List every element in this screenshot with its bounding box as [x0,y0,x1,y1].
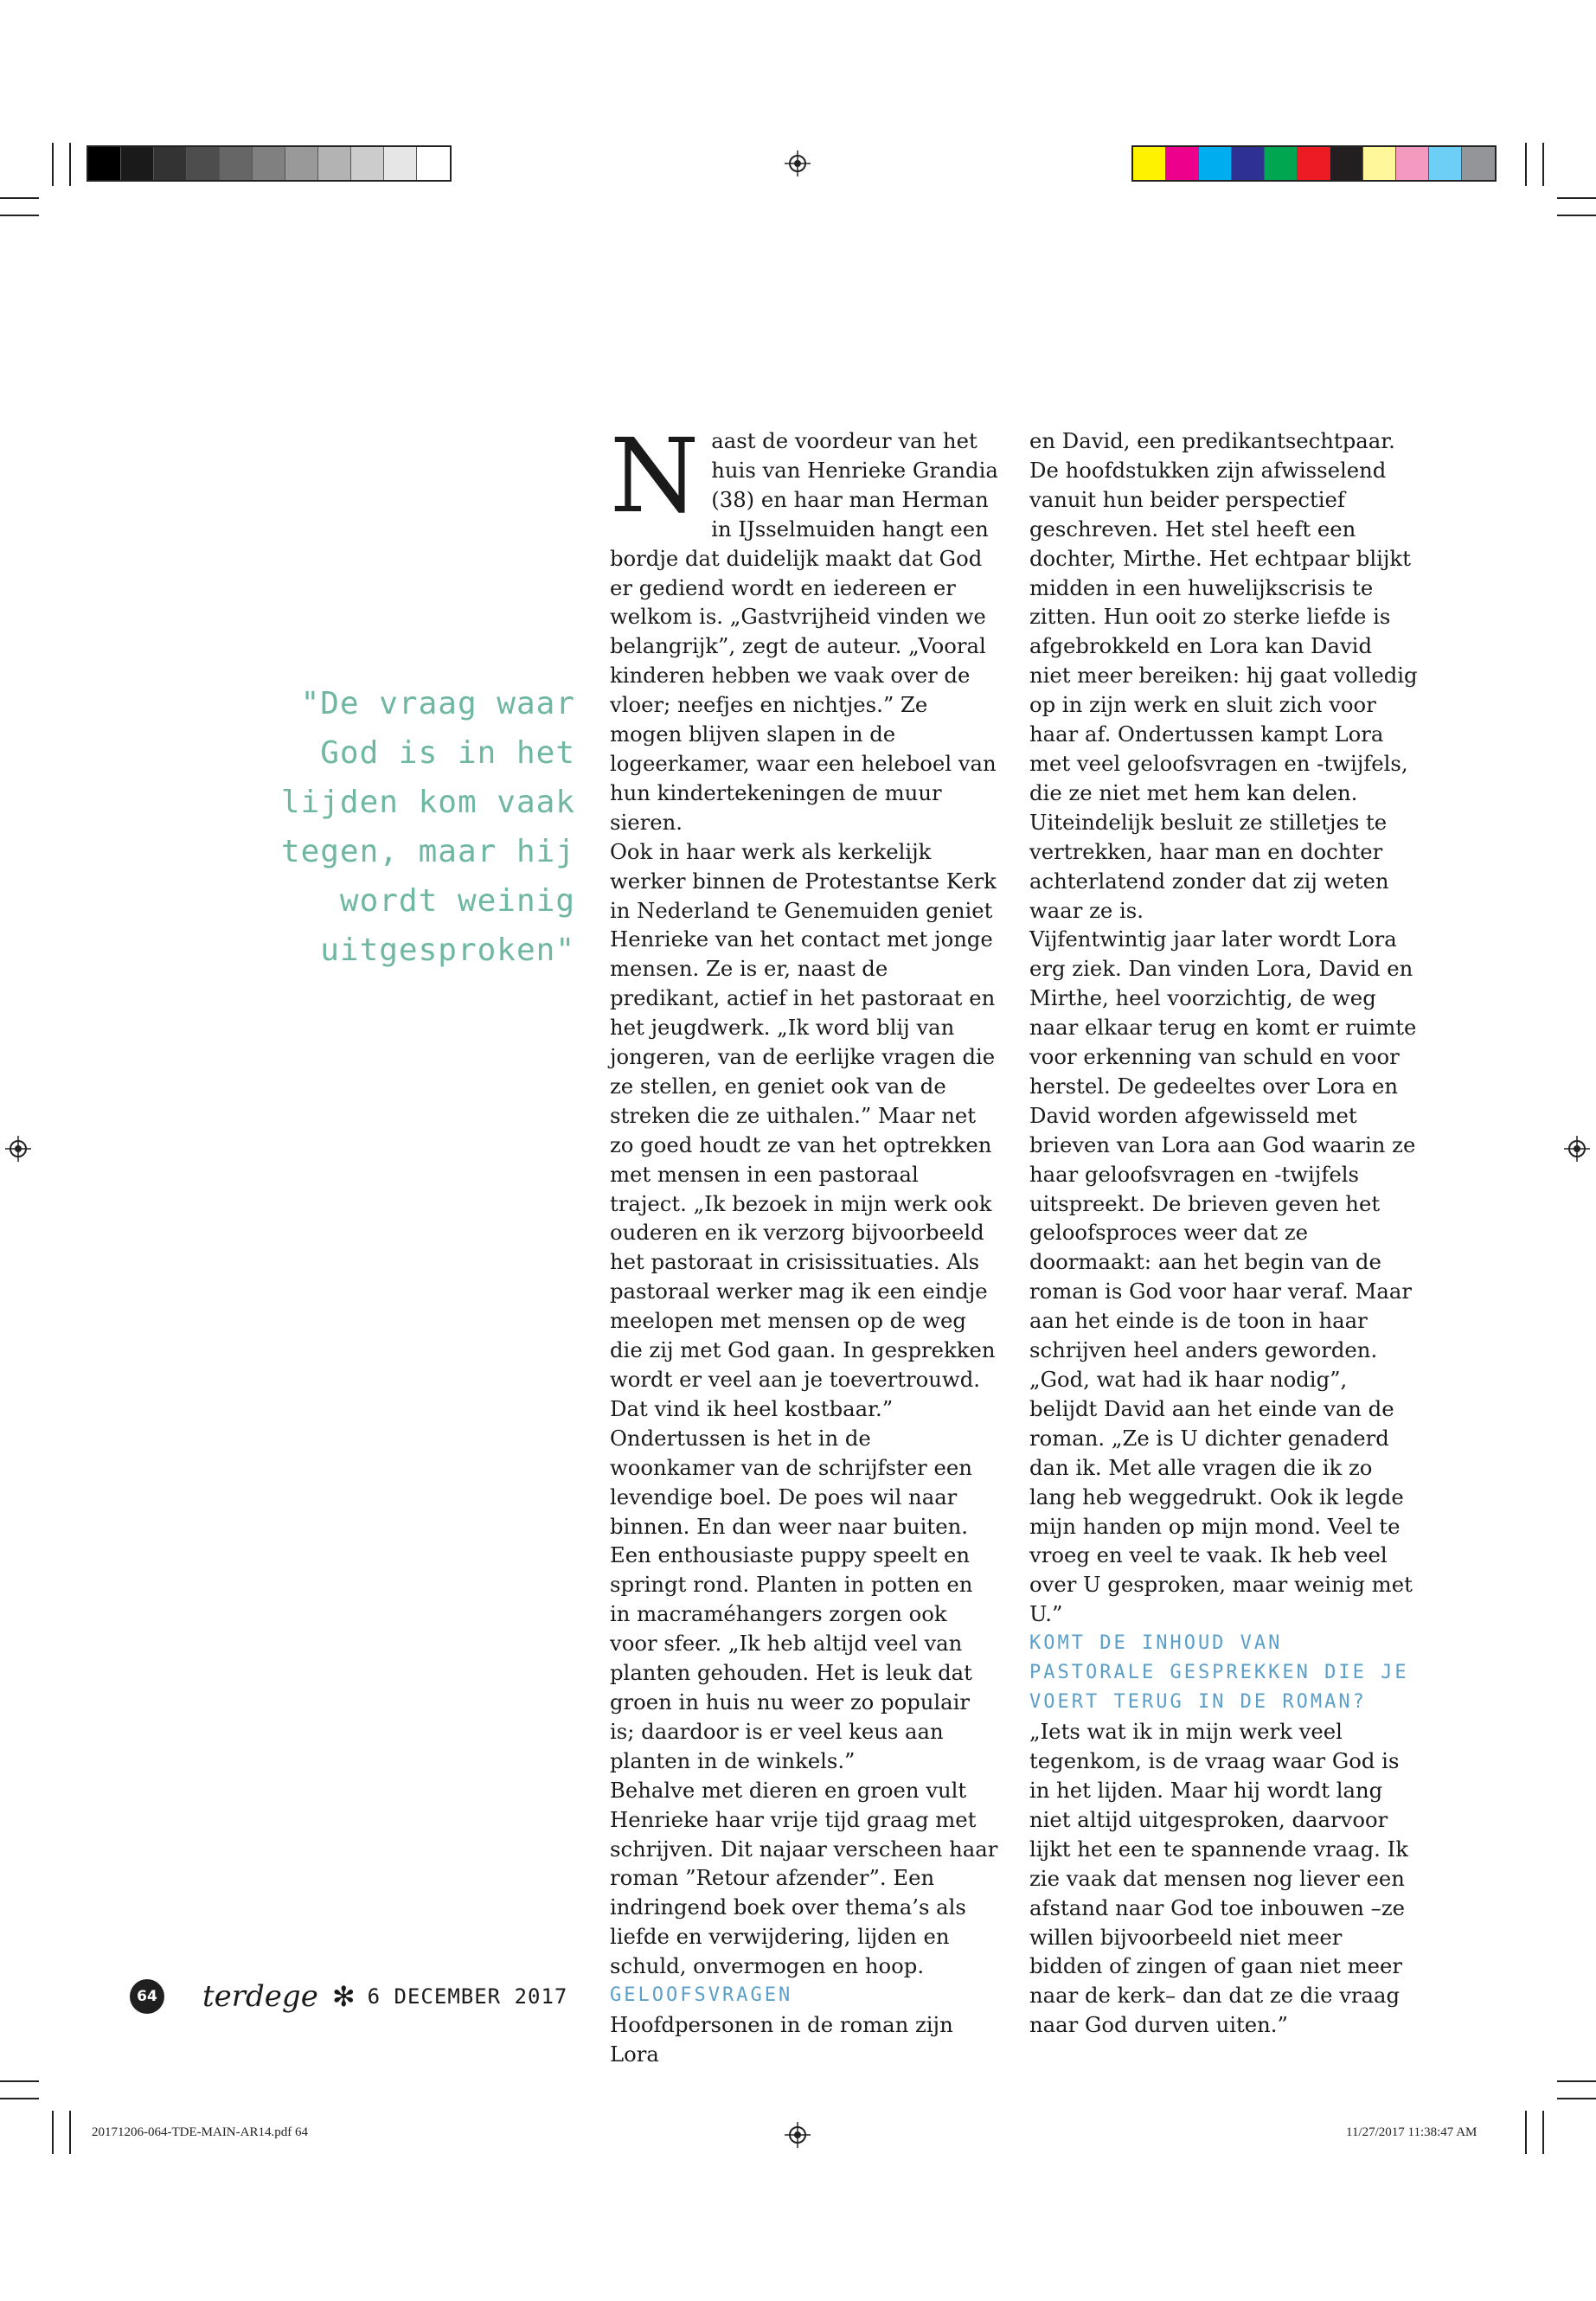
registration-mark-icon [5,1136,31,1162]
color-swatch [1429,147,1462,180]
crop-mark [52,2111,54,2154]
color-swatch [1166,147,1199,180]
color-swatch [1396,147,1429,180]
page-number-badge: 64 [130,1979,164,2014]
crop-mark [1557,2098,1596,2099]
color-swatch [285,147,318,180]
paragraph: Ondertussen is het in de woonkamer van de schrijfster een levendige boel. De poes wil naar binnen. En dan weer naar buiten. Een enthousiaste puppy speelt en springt rond. Planten in potten en in macraméhangers zorgen ook voor sfeer. „Ik heb altijd veel van planten gehouden. Het is leuk dat groen in huis nu weer zo populair is; daardoor is er veel keus aan planten in de winkels.” [610,1425,973,1773]
issue-date: 6 DECEMBER 2017 [367,1984,568,2009]
crop-mark [1557,2080,1596,2082]
article-column-2 [1029,426,1419,2040]
question-heading: KOMT DE INHOUD VAN PASTORALE GESPREKKEN DIE JE VOERT TERUG IN DE ROMAN? [1029,1632,1409,1714]
asterisk-icon: ✻ [331,1980,356,2013]
crop-mark [1525,2111,1527,2154]
grayscale-color-bar [87,145,452,182]
crop-mark [1557,197,1596,199]
slug-filename: 20171206-064-TDE-MAIN-AR14.pdf 64 [92,2125,308,2139]
color-swatch [351,147,384,180]
crop-mark [1542,2111,1544,2154]
process-color-bar [1131,145,1497,182]
color-swatch [1462,147,1495,180]
crop-mark [1557,215,1596,216]
registration-mark-icon [785,151,811,176]
color-swatch [253,147,285,180]
paragraph: „God, wat had ik haar nodig”, belijdt David aan het einde van de roman. „Ze is U dichter genaderd dan ik. Met alle vragen die ik zo lang heb weggedrukt. Ook ik legde mijn handen op mijn mond. Veel te vroeg en veel te vaak. Ik heb veel over U gesproken, maar weinig met U.” [1029,1367,1413,1627]
paragraph: Ook in haar werk als kerkelijk werker binnen de Protestantse Kerk in Nederland te Genemuiden geniet Henrieke van het contact met jonge mensen. Ze is er, naast de predikant, actief in het pastoraat en het jeugdwerk. „Ik word blij van jongeren, van de eerlijke vragen die ze stellen, en geniet ook van de streken die ze uithalen.” Maar net zo goed houdt ze van het optrekken met mensen in een pastoraal traject. „Ik bezoek in mijn werk ook ouderen en ik verzorg bijvoorbeeld het pastoraat in crisissituaties. Als pastoraal werker mag ik een eindje meelopen met mensen op de weg die zij met God gaan. In gesprekken wordt er veel aan je toevertrouwd. Dat vind ik heel kostbaar.” [610,838,997,1421]
registration-mark-icon [785,2122,811,2148]
crop-mark [0,2098,39,2099]
page-footer [130,1979,567,2014]
section-heading: GELOOFSVRAGEN [610,1984,793,2007]
paragraph: en David, een predikantsechtpaar. De hoofdstukken zijn afwisselend vanuit hun beider perspectief geschreven. Het stel heeft een dochter, Mirthe. Het echtpaar blijkt midden in een huwelijkscrisis te zitten. Hun ooit zo sterke liefde is afgebrokkeld en Lora kan David niet meer bereiken: hij gaat volledig op in zijn werk en sluit zich voor haar af. Ondertussen kampt Lora met veel geloofsvragen en -twijfels, die ze niet met hem kan delen. Uiteindelijk besluit ze stilletjes te vertrekken, haar man en dochter achterlatend zonder dat zij weten waar ze is. [1029,428,1418,923]
color-swatch [1232,147,1265,180]
paragraph: Hoofdpersonen in de roman zijn Lora [610,2012,953,2067]
color-swatch [154,147,187,180]
drop-cap: N [610,416,700,535]
color-swatch [88,147,121,180]
color-swatch [220,147,253,180]
registration-mark-icon [1564,1136,1590,1162]
slug-timestamp: 11/27/2017 11:38:47 AM [1346,2125,1477,2139]
magazine-logo: terdege [202,1979,318,2014]
paragraph: aast de voordeur van het huis van Henrieke Grandia (38) en haar man Herman in IJsselmuiden hangt een bordje dat duidelijk maakt dat God er gediend wordt en iedereen er welkom is. „Gastvrijheid vinden we belangrijk”, zegt de auteur. „Vooral kinderen hebben we vaak over de vloer; neefjes en nichtjes.” Ze mogen blijven slapen in de logeerkamer, waar een heleboel van hun kindertekeningen de muur sieren. [610,428,998,835]
crop-mark [0,2080,39,2082]
color-swatch [384,147,417,180]
color-swatch [318,147,351,180]
color-swatch [417,147,450,180]
color-swatch [1265,147,1298,180]
color-swatch [121,147,154,180]
crop-mark [0,197,39,199]
color-swatch [1133,147,1166,180]
color-swatch [1298,147,1330,180]
crop-mark [1525,143,1527,186]
paragraph: Behalve met dieren en groen vult Henrieke haar vrije tijd graag met schrijven. Dit najaar verscheen haar roman ”Retour afzender”. Een indringend boek over thema’s als liefde en verwijdering, lijden en schuld, onvermogen en hoop. [610,1777,998,1979]
pull-quote: "De vraag waar God is in het lijden kom vaak tegen, maar hij wordt weinig uitgesproken" [280,686,575,968]
color-swatch [1330,147,1363,180]
article-column-1 [610,416,999,2069]
crop-mark [1542,143,1544,186]
paragraph: „Iets wat ik in mijn werk veel tegenkom, is de vraag waar God is in het lijden. Maar hij wordt lang niet altijd uitgesproken, daarvoor lijkt het een te spannende vraag. Ik zie vaak dat mensen nog liever een afstand naar God toe inbouwen –ze willen bijvoorbeeld niet meer bidden of zingen of gaan niet meer naar de kerk– dan dat ze die vraag naar God durven uiten.” [1029,1719,1408,2038]
crop-mark [69,143,71,186]
color-swatch [1363,147,1396,180]
crop-mark [69,2111,71,2154]
crop-mark [52,143,54,186]
crop-mark [0,215,39,216]
color-swatch [187,147,220,180]
color-swatch [1199,147,1232,180]
paragraph: Vijfentwintig jaar later wordt Lora erg ziek. Dan vinden Lora, David en Mirthe, heel voorzichtig, de weg naar elkaar terug en komt er ruimte voor erkenning van schuld en voor herstel. De gedeeltes over Lora en David worden afgewisseld met brieven van Lora aan God waarin ze haar geloofsvragen en -twijfels uitspreekt. De brieven geven het geloofsproces weer dat ze doormaakt: aan het begin van de roman is God voor haar veraf. Maar aan het einde is de toon in haar schrijven heel anders geworden. [1029,926,1417,1363]
